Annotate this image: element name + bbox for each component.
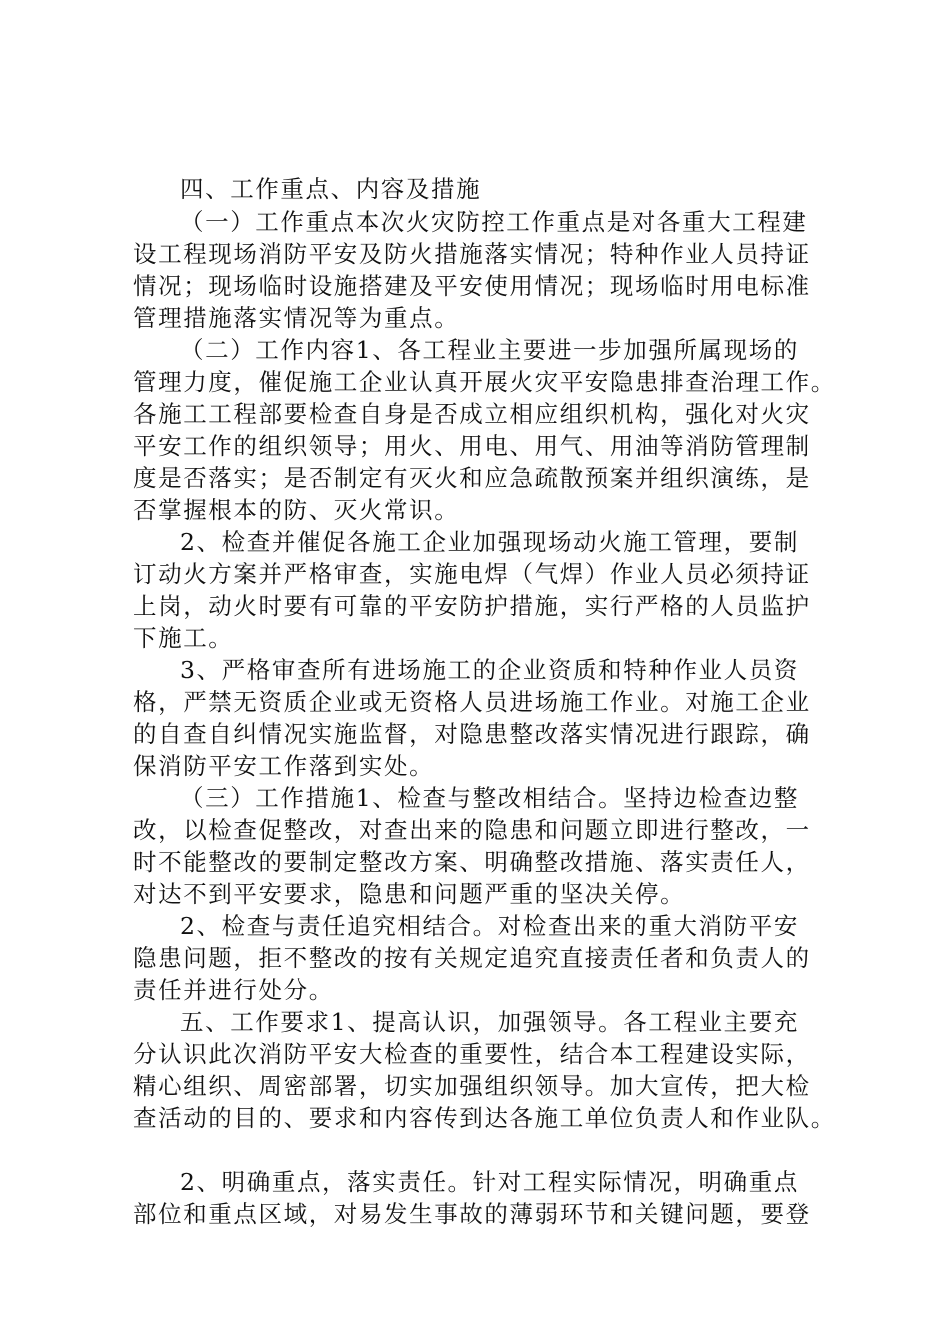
paragraph-line: 平安工作的组织领导；用火、用电、用气、用油等消防管理制 — [133, 432, 811, 460]
paragraph-line: 下施工。 — [133, 624, 234, 652]
paragraph-line: 五、工作要求1、提高认识，加强领导。各工程业主要充 — [180, 1008, 799, 1036]
paragraph-line: 对达不到平安要求，隐患和问题严重的坚决关停。 — [133, 880, 686, 908]
paragraph-line: 的自查自纠情况实施监督，对隐患整改落实情况进行跟踪，确 — [133, 720, 811, 748]
paragraph-line: 管理力度，催促施工企业认真开展火灾平安隐患排查治理工作。 — [133, 368, 836, 396]
paragraph-line: 格，严禁无资质企业或无资格人员进场施工作业。对施工企业 — [133, 688, 811, 716]
paragraph-line: 部位和重点区域，对易发生事故的薄弱环节和关键问题，要登 — [133, 1200, 811, 1228]
paragraph-line: 设工程现场消防平安及防火措施落实情况；特种作业人员持证 — [133, 240, 811, 268]
paragraph-line: 否掌握根本的防、灭火常识。 — [133, 496, 460, 524]
paragraph-line: 订动火方案并严格审查，实施电焊（气焊）作业人员必须持证 — [133, 560, 811, 588]
paragraph-line: 分认识此次消防平安大检查的重要性，结合本工程建设实际， — [133, 1040, 811, 1068]
paragraph-line: （一）工作重点本次火灾防控工作重点是对各重大工程建 — [180, 208, 808, 236]
section-heading: 四、工作重点、内容及措施 — [180, 175, 482, 203]
paragraph-line: 2、检查并催促各施工企业加强现场动火施工管理，要制 — [180, 528, 799, 556]
paragraph-line: 管理措施落实情况等为重点。 — [133, 304, 460, 332]
paragraph-line: 各施工工程部要检查自身是否成立相应组织机构，强化对火灾 — [133, 400, 811, 428]
paragraph-line: 度是否落实；是否制定有灭火和应急疏散预案并组织演练，是 — [133, 464, 811, 492]
paragraph-line: 查活动的目的、要求和内容传到达各施工单位负责人和作业队。 — [133, 1104, 836, 1132]
paragraph-line: 保消防平安工作落到实处。 — [133, 752, 435, 780]
paragraph-line: 3、严格审查所有进场施工的企业资质和特种作业人员资 — [180, 656, 799, 684]
paragraph-line: 责任并进行处分。 — [133, 976, 334, 1004]
paragraph-line: （二）工作内容1、各工程业主要进一步加强所属现场的 — [180, 336, 799, 364]
paragraph-line: 隐患问题，拒不整改的按有关规定追究直接责任者和负责人的 — [133, 944, 811, 972]
paragraph-line: 改，以检查促整改，对查出来的隐患和问题立即进行整改，一 — [133, 816, 811, 844]
paragraph-line: 情况；现场临时设施搭建及平安使用情况；现场临时用电标准 — [133, 272, 811, 300]
paragraph-line: （三）工作措施1、检查与整改相结合。坚持边检查边整 — [180, 784, 799, 812]
paragraph-line: 2、明确重点，落实责任。针对工程实际情况，明确重点 — [180, 1168, 799, 1196]
paragraph-line: 时不能整改的要制定整改方案、明确整改措施、落实责任人， — [133, 848, 811, 876]
paragraph-line: 2、检查与责任追究相结合。对检查出来的重大消防平安 — [180, 912, 799, 940]
paragraph-line: 精心组织、周密部署，切实加强组织领导。加大宣传，把大检 — [133, 1072, 811, 1100]
paragraph-line: 上岗，动火时要有可靠的平安防护措施，实行严格的人员监护 — [133, 592, 811, 620]
